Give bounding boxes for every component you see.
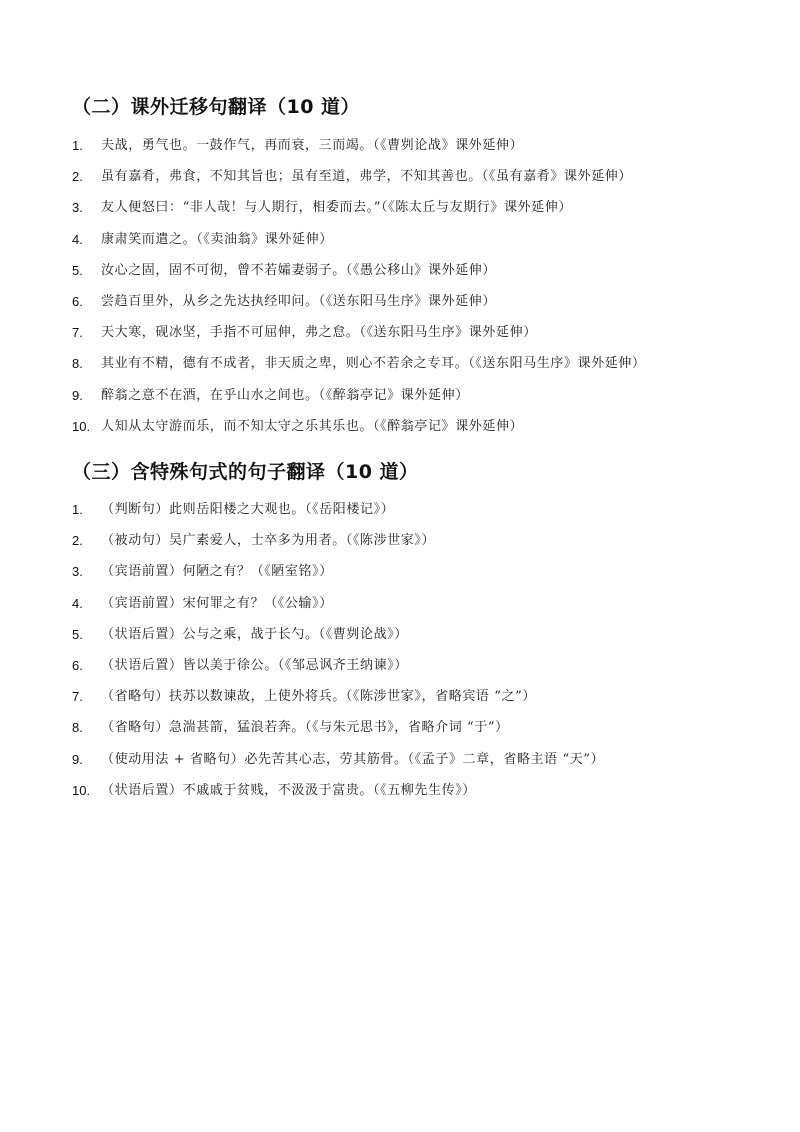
list-item (72, 531, 772, 562)
item-text: （宾语前置）宋何罪之有？（《公输》） (101, 595, 333, 611)
item-text: （省略句）急湍甚箭，猛浪若奔。（《与朱元思书》，省略介词 “于”） (101, 720, 509, 736)
list-item (72, 500, 772, 531)
list-item (72, 386, 772, 417)
item-number: 5. (72, 262, 83, 278)
section-title-special-sentence-patterns: （三）含特殊句式的句子翻译（10 道） (72, 461, 419, 483)
item-number: 8. (72, 356, 83, 372)
list-item (72, 167, 772, 198)
item-number: 8. (72, 720, 83, 736)
item-number: 7. (72, 325, 83, 341)
item-text: 其业有不精，德有不成者，非天质之卑，则心不若余之专耳。（《送东阳马生序》课外延伸） (101, 356, 646, 372)
item-number: 4. (72, 595, 83, 611)
list-item (72, 136, 772, 167)
item-number: 10. (72, 782, 91, 798)
item-text: 人知从太守游而乐，而不知太守之乐其乐也。（《醉翁亭记》课外延伸） (101, 418, 524, 434)
item-text: （省略句）扶苏以数谏故，上使外将兵。（《陈涉世家》，省略宾语 “之”） (101, 689, 536, 705)
item-text: （状语后置）公与之乘，战于长勺。（《曹刿论战》） (101, 626, 408, 642)
item-text: 虽有嘉肴，弗食，不知其旨也；虽有至道，弗学，不知其善也。（《虽有嘉肴》课外延伸） (101, 169, 633, 185)
item-text: （使动用法 + 省略句）必先苦其心志，劳其筋骨。（《孟子》二章，省略主语 “天”） (101, 751, 605, 767)
item-text: 尝趋百里外，从乡之先达执经叩问。（《送东阳马生序》课外延伸） (101, 293, 497, 309)
item-text: （判断句）此则岳阳楼之大观也。（《岳阳楼记》） (101, 502, 395, 517)
item-number: 5. (72, 626, 83, 642)
list-item (72, 562, 772, 593)
list-item (72, 718, 772, 749)
list-item (72, 625, 772, 656)
item-text: （被动句）吴广素爱人，士卒多为用者。（《陈涉世家》） (101, 533, 436, 549)
item-number: 9. (72, 751, 83, 767)
list-item (72, 750, 772, 781)
item-text: 康肃笑而遣之。（《卖油翁》课外延伸） (101, 231, 333, 247)
item-number: 6. (72, 657, 83, 673)
list-item (72, 656, 772, 687)
item-number: 1. (72, 138, 83, 153)
list-item (72, 594, 772, 625)
item-number: 2. (72, 533, 83, 549)
item-text: 汝心之固，固不可彻，曾不若孀妻弱子。（《愚公移山》课外延伸） (101, 262, 497, 278)
list-item (72, 261, 772, 292)
item-number: 2. (72, 169, 83, 185)
list-item (72, 781, 772, 812)
item-text: （状语后置）不戚戚于贫贱，不汲汲于富贵。（《五柳先生传》） (101, 782, 476, 798)
list-item (72, 198, 772, 229)
item-text: 天大寒，砚冰坚，手指不可屈伸，弗之怠。（《送东阳马生序》课外延伸） (101, 325, 537, 341)
item-number: 3. (72, 564, 83, 580)
item-number: 1. (72, 502, 83, 517)
list-item (72, 230, 772, 261)
item-number: 10. (72, 418, 91, 434)
extracurricular-translation-list (72, 136, 772, 448)
list-item (72, 687, 772, 718)
list-item (72, 292, 772, 323)
item-text: 夫战，勇气也。一鼓作气，再而衰，三而竭。（《曹刿论战》课外延伸） (101, 138, 524, 153)
item-text: 友人便怒曰：“非人哉！与人期行，相委而去。”（《陈太丘与友期行》课外延伸） (101, 200, 572, 216)
list-item (72, 354, 772, 385)
list-item (72, 323, 772, 354)
item-text: 醉翁之意不在酒，在乎山水之间也。（《醉翁亭记》课外延伸） (101, 387, 469, 403)
item-number: 4. (72, 231, 83, 247)
item-text: （状语后置）皆以美于徐公。（《邹忌讽齐王纳谏》） (101, 657, 408, 673)
list-item (72, 417, 772, 448)
item-number: 3. (72, 200, 83, 216)
section-title-extracurricular-translation: （二）课外迁移句翻译（10 道） (72, 96, 361, 118)
special-sentence-patterns-list (72, 500, 772, 812)
item-number: 9. (72, 387, 83, 403)
item-number: 7. (72, 689, 83, 705)
item-text: （宾语前置）何陋之有？（《陋室铭》） (101, 564, 333, 580)
item-number: 6. (72, 293, 83, 309)
